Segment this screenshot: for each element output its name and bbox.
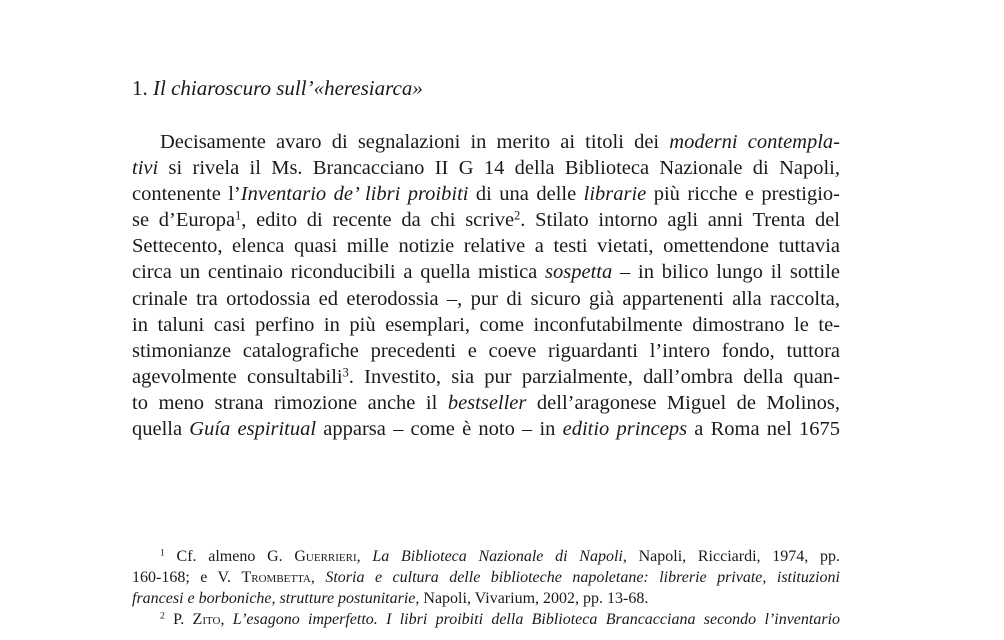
text-run: P. <box>164 611 193 628</box>
paragraph-line <box>132 181 840 207</box>
text-run: si rivela il Ms. Brancacciano II G 14 della Biblioteca Nazionale di Napoli, <box>158 157 840 180</box>
footnote-ref[interactable]: 3 <box>342 365 349 380</box>
paragraph-line: Settecento, elenca quasi mille notizie relative a testi vietati, omettendone tuttavia <box>132 235 840 258</box>
italic-run: Storia e cultura delle biblioteche napoletane: librerie private, istituzioni <box>325 569 840 586</box>
body-paragraph <box>132 129 840 442</box>
text-run: , Napoli, Vivarium, 2002, pp. 13-68. <box>415 590 649 607</box>
italic-run: sospetta <box>545 261 613 284</box>
text-run: Decisamente avaro di segnalazioni in merito ai titoli dei <box>160 131 670 153</box>
italic-run: tivi <box>132 157 159 180</box>
paragraph-line: in taluni casi perfino in più esemplari, come inconfutabilmente dimostrano le te- <box>132 313 840 336</box>
footnote-ref[interactable]: 2 <box>514 208 521 223</box>
text-run: to meno strana rimozione anche il <box>132 391 448 414</box>
text-run: contenente l’ <box>132 183 241 206</box>
footnote-number: 1 <box>160 547 165 559</box>
italic-run: librarie <box>583 183 647 206</box>
text-run: , <box>310 569 326 586</box>
text-run: quella <box>132 418 190 441</box>
text-run: , <box>220 611 233 628</box>
section-heading <box>132 74 423 102</box>
italic-run: La Biblioteca Nazionale di Napoli <box>372 548 623 565</box>
text-run: a Roma nel 1675 <box>687 418 840 441</box>
italic-run: Inventario de’ libri proibiti <box>240 183 469 206</box>
paragraph-line <box>132 259 840 285</box>
paragraph-line <box>132 129 840 155</box>
section-title: Il chiaroscuro sull’«heresiarca» <box>153 76 423 100</box>
text-run: Cf. almeno G. <box>164 548 295 565</box>
author-name: Trombetta <box>241 569 311 586</box>
italic-run: bestseller <box>447 391 527 414</box>
text-run: più ricche e prestigio- <box>646 183 841 206</box>
footnote-number: 2 <box>160 610 165 622</box>
text-run: 160-168; e V. <box>132 569 242 586</box>
text-run: . Stilato intorno agli anni Trenta del <box>520 209 840 232</box>
text-run: , Napoli, Ricciardi, 1974, pp. <box>622 548 840 565</box>
text-run: circa un centinaio riconducibili a quella mistica <box>132 261 546 284</box>
paragraph-line: crinale tra ortodossia ed eterodossia –, pur di sicuro già appartenenti alla raccolta, <box>132 287 840 310</box>
footnote-1 <box>132 546 840 567</box>
text-run: , edito di recente da chi scrive <box>241 209 515 232</box>
footnotes <box>132 546 840 630</box>
paragraph-line <box>132 416 840 442</box>
footnote-1-line <box>132 588 840 609</box>
text-run: agevolmente consultabili <box>132 365 343 388</box>
text-run: – in bilico lungo il sottile <box>612 261 840 284</box>
footnote-2 <box>132 609 840 630</box>
author-name: Zito <box>192 611 221 628</box>
paragraph-line <box>132 155 840 181</box>
section-number: 1. <box>132 76 148 100</box>
italic-run: L’esagono imperfetto. I libri proibiti della Biblioteca Brancacciana secondo l’inventario <box>232 611 841 628</box>
paragraph-line: stimonianze catalografiche precedenti e coeve riguardanti l’intero fondo, tuttora <box>132 339 840 362</box>
text-run: di una delle <box>468 183 584 206</box>
italic-run: Guía espiritual <box>189 418 317 441</box>
italic-run: moderni contempla- <box>669 131 840 153</box>
paragraph-line <box>132 364 840 390</box>
text-run: dell’aragonese Miguel de Molinos, <box>526 391 840 414</box>
paragraph-line <box>132 390 840 416</box>
italic-run: editio princeps <box>562 418 688 441</box>
italic-run: francesi e borboniche, strutture postunitarie <box>132 590 416 607</box>
text-run: , <box>356 548 373 565</box>
text-run: se d’Europa <box>132 209 236 232</box>
author-name: Guerrieri <box>294 548 357 565</box>
text-run: apparsa – come è noto – in <box>316 418 563 441</box>
paragraph-line <box>132 207 840 233</box>
text-run: . Investito, sia pur parzialmente, dall’ombra della quan- <box>348 365 840 388</box>
footnote-1-line <box>132 567 840 588</box>
footnote-ref[interactable]: 1 <box>235 208 242 223</box>
